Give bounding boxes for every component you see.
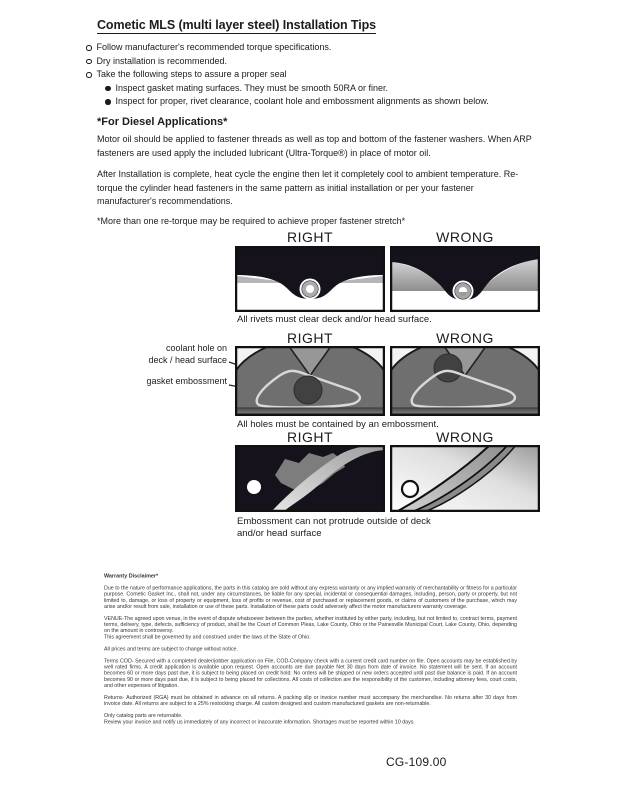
disclaimer-paragraph: VENUE-The agreed upon venue, in the event of dispute whatsoever between the parties, whether instituted by either party, including, but not limited to, contract terms, payment terms, delivery, type, defects, sufficiency of product, shall be the Court of Common Pleas, Lake County, Ohio or the Painesville Municipal Court, Lake County, Ohio, depending on the amount in controversy.: [104, 615, 517, 634]
wrong-label: WRONG: [436, 429, 494, 445]
right-label: RIGHT: [286, 429, 334, 445]
disclaimer-paragraph: Only catalog parts are returnable.: [104, 712, 183, 719]
tips-list: [86, 41, 489, 109]
retorque-note: *More than one re-torque may be required to achieve proper fastener stretch*: [97, 216, 406, 226]
filled-bullet-icon: [105, 86, 111, 92]
protrusion-caption-line2: and/or head surface: [237, 528, 322, 539]
page-code: CG-109.00: [386, 755, 447, 769]
gasket-embossment-label: gasket embossment: [146, 376, 227, 386]
rivet-caption: All rivets must clear deck and/or head surface.: [237, 314, 432, 325]
embossment-caption: All holes must be contained by an embossment.: [237, 419, 439, 430]
coolant-hole: [294, 376, 322, 404]
list-item-text: Take the following steps to assure a proper seal: [96, 69, 287, 79]
diagram-rivet-right: [235, 246, 385, 312]
disclaimer-paragraph: All prices and terms are subject to change without notice.: [104, 645, 238, 652]
filled-bullet-icon: [105, 99, 111, 105]
hollow-bullet-icon: [86, 45, 92, 51]
right-label: RIGHT: [286, 330, 334, 346]
list-item: [86, 68, 489, 82]
disclaimer-paragraph: This agreement shall be governed by and construed under the laws of the State of Ohio.: [104, 633, 311, 640]
list-item: [86, 41, 489, 55]
bolt-hole: [247, 480, 261, 494]
diesel-paragraph-1: Motor oil should be applied to fastener threads as well as top and bottom of the fastener washers. When ARP fasteners are used apply the included lubricant (Ultra-Torque®) in place of motor oil.: [97, 134, 532, 158]
list-item-text: Inspect for proper, rivet clearance, coolant hole and embossment alignments as shown below.: [115, 96, 489, 106]
rivet-center: [306, 285, 314, 293]
coolant-hole: [434, 354, 462, 382]
hollow-bullet-icon: [86, 59, 92, 65]
disclaimer-paragraph: Returns- Authorized (RGA) must be obtained in advance on all returns. A packing slip or invoice number must accompany the merchandise. No returns after 30 days from invoice date. All returns are subject to a 25% restocking charge. All custom designed and custom manufactured gaskets are non-returnable.: [104, 694, 517, 707]
diagram-rivet-wrong: [390, 246, 540, 312]
list-item-text: Inspect gasket mating surfaces. They must be smooth 50RA or finer.: [115, 82, 388, 93]
warranty-disclaimer: [104, 573, 518, 793]
disclaimer-paragraph: Review your invoice and notify us immediately of any incorrect or inaccurate information. Shortages must be reported within 10 days.: [104, 718, 415, 725]
protrusion-caption-line1: Embossment can not protrude outside of deck: [237, 516, 431, 527]
diesel-section-heading: *For Diesel Applications*: [97, 116, 228, 128]
diagram-embossment-right: [235, 346, 385, 416]
warranty-disclaimer-text: [104, 573, 517, 725]
list-item: [105, 95, 489, 109]
list-item: [86, 55, 489, 69]
wrong-label: WRONG: [436, 229, 494, 245]
hollow-bullet-icon: [86, 72, 92, 78]
coolant-hole-label-line2: deck / head surface: [148, 354, 227, 365]
disclaimer-paragraph: Due to the nature of performance applications, the parts in this catalog are sold without any express warranty or any implied warranty of merchantability or fitness for a particular purpose. Cometic Gasket Inc., shall not, under any circumstances, be liable for any special, incidental or consequential damages, including, person, party or property, but not limited to, damage, or loss of property or equipment, loss of profits or revenue, cost of purchased or replacement goods, or claims of customers of the purchase, which may arise and/or result from sale, installation or use of these parts. Installation of these parts could adversely affect the motor manufacturers warranty coverage.: [104, 585, 517, 610]
diagram-protrusion-wrong: [390, 445, 540, 512]
coolant-hole-label-line1: coolant hole on: [165, 343, 227, 353]
disclaimer-paragraph: Terms COD- Secured with a completed dealer/jobber application on File, COD-Company check with a current credit card number on file. Open accounts may be established by well rated firms. A credit application is available upon request. Open accounts are due payable Net 30 days from date of invoice. No statement will be sent. If an account becomes 60 or more days past due, it is subject to being placed on credit hold. No orders will be shipped or new orders accepted until past due balance is paid. If an account becomes 90 or more days past due, it is subject to being placed for collections. All costs of collection are the responsibility of the customer, including attorney fees, court costs, and other expenses of litigation.: [104, 658, 517, 689]
list-item: [105, 82, 489, 96]
list-item-text: Follow manufacturer's recommended torque specifications.: [96, 42, 332, 52]
diagram-protrusion-right: [235, 445, 385, 512]
diagram-embossment-wrong: [390, 346, 540, 416]
wrong-label: WRONG: [436, 330, 494, 346]
diesel-paragraph-2: After Installation is complete, heat cycle the engine then let it completely cool to ambient temperature. Re-torque the cylinder head fasteners in the same pattern as initial installation or per your fastener manufacturer's recommendations.: [97, 169, 519, 206]
list-item-text: Dry installation is recommended.: [96, 55, 228, 66]
disclaimer-heading: Warranty Disclaimer*: [104, 573, 159, 579]
right-label: RIGHT: [286, 229, 334, 245]
bolt-hole: [402, 481, 418, 497]
page-title: Cometic MLS (multi layer steel) Installation Tips: [97, 18, 376, 32]
